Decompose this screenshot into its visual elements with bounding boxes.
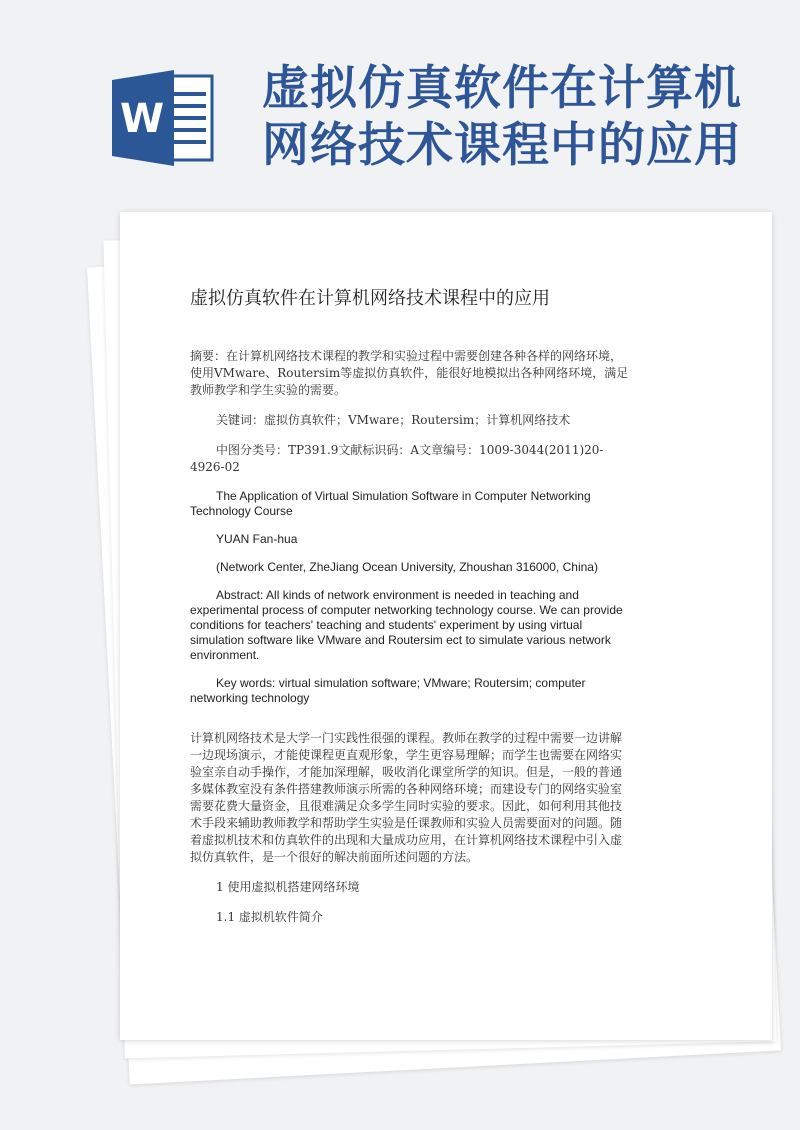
section-heading-1-1: 1.1 虚拟机软件简介 [216,910,323,924]
section-heading-1: 1 使用虚拟机搭建网络环境 [216,880,360,894]
document-body [190,348,632,939]
word-logo-letter: W [119,96,165,142]
body-paragraph: 计算机网络技术是大学一门实践性很强的课程。教师在教学的过程中需要一边讲解一边现场演示，才能使课程更直观形象，学生更容易理解；而学生也需要在网络实验室亲自动手操作，才能加深理解，吸收消化课堂所学的知识。但是，一般的普通多媒体教室没有条件搭建教师演示所需的各种网络环境；而建设专门的网络实验室需要花费大量资金，且很难满足众多学生同时实验的要求。因此，如何利用其他技术手段来辅助教师教学和帮助学生实验是任课教师和实验人员需要面对的问题。随着虚拟机技术和仿真软件的出现和大量成功应用，在计算机网络技术课程中引入虚拟仿真软件，是一个很好的解决前面所述问题的方法。 [190,731,623,864]
keywords-cn: 关键词：虚拟仿真软件；VMware；Routersim；计算机网络技术 [216,413,571,427]
banner-title-line-1: 虚拟仿真软件在计算机 [262,61,742,116]
document-page [120,212,772,1040]
banner-title-line-2: 网络技术课程中的应用 [262,118,742,173]
abstract-cn: 摘要：在计算机网络技术课程的教学和实验过程中需要创建各种各样的网络环境，使用VMware、Routersim等虚拟仿真软件，能很好地模拟出各种网络环境，满足教师教学和学生实验的需要。 [190,349,629,397]
banner-title [262,60,792,174]
abstract-en: Abstract: All kinds of network environment is needed in teaching and experimental process of computer networking technology course. We can provide conditions for teachers' teaching and students' experiment by using virtual simulation software like VMware and Routersim ect to simulate various network environment. [190,588,623,662]
affiliation: (Network Center, ZheJiang Ocean University, Zhoushan 316000, China) [216,560,598,574]
english-title: The Application of Virtual Simulation Software in Computer Networking Technology Course [190,489,591,518]
author: YUAN Fan-hua [216,532,298,546]
keywords-en: Key words: virtual simulation software; VMware; Routersim; computer networking technology [190,676,586,705]
word-logo-icon [112,68,216,168]
classification-info: 中图分类号：TP391.9文献标识码：A文章编号：1009-3044(2011)20-4926-02 [190,443,604,474]
document-title: 虚拟仿真软件在计算机网络技术课程中的应用 [190,288,550,309]
